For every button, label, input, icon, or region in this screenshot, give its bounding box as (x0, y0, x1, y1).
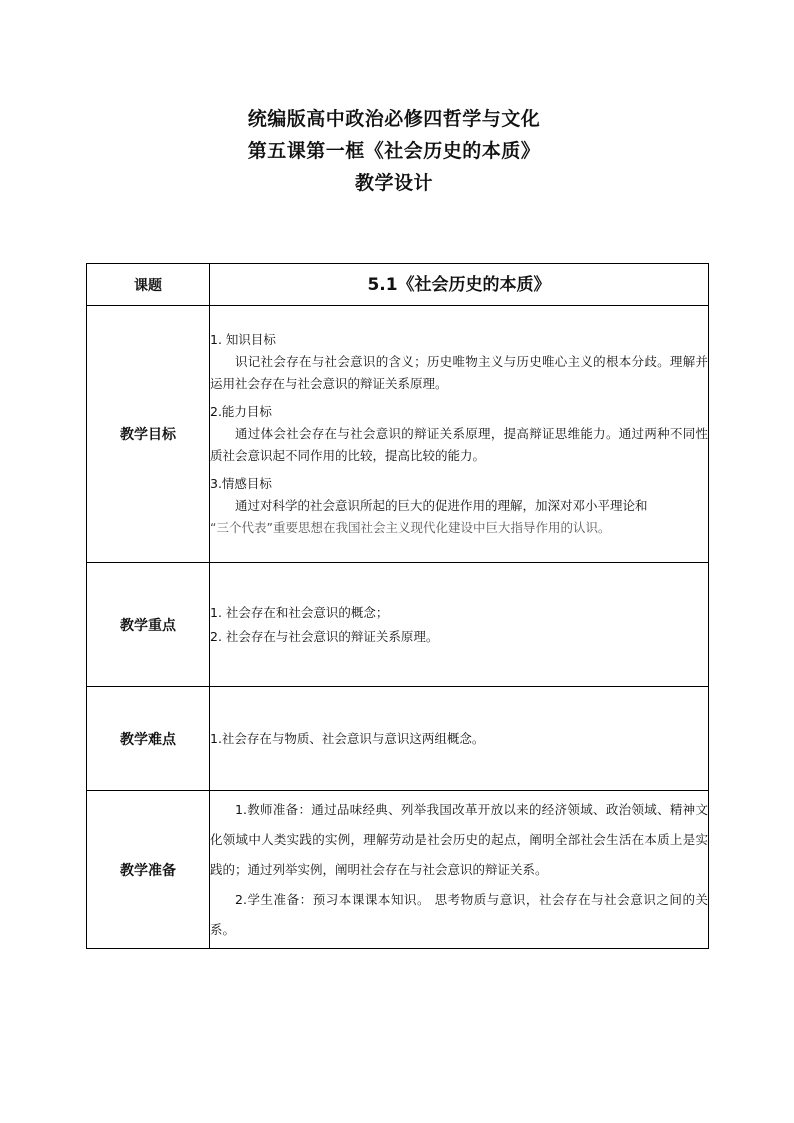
difficulties-content (210, 687, 709, 791)
key-point-item-1: 1. 社会存在和社会意识的概念； (210, 604, 389, 620)
difficulties-label: 教学难点 (87, 687, 210, 791)
difficulty-item-1: 1.社会存在与物质、社会意识与意识这两组概念。 (210, 730, 485, 746)
document-header (0, 103, 788, 199)
student-preparation-text: 2.学生准备：预习本课课本知识。 思考物质与意识，社会存在与社会意识之间的关系。 (210, 891, 708, 937)
table-row-preparation (87, 791, 709, 949)
teacher-preparation-text: 1.教师准备：通过品味经典、列举我国改革开放以来的经济领域、政治领域、精神文化领域中人类实践的实例，理解劳动是社会历史的起点，阐明全部社会生活在本质上是实践的；通过列举实例，阐明社会存在与社会意识的辩证关系。 (210, 801, 708, 877)
title-line-2: 第五课第一框《社会历史的本质》 (247, 140, 541, 162)
lesson-plan-table (86, 263, 709, 949)
emotion-goal-text-2: “三个代表”重要思想在我国社会主义现代化建设中巨大指导作用的认识。 (210, 520, 611, 535)
emotion-goal-text-1: 通过对科学的社会意识所起的巨大的促进作用的理解，加深对邓小平理论和 (235, 498, 648, 513)
table-row-goals (87, 306, 709, 563)
key-points-label: 教学重点 (87, 563, 210, 687)
topic-value: 5.1《社会历史的本质》 (210, 264, 709, 306)
knowledge-goal-heading: 1. 知识目标 (210, 332, 276, 347)
topic-label: 课题 (87, 264, 210, 306)
table-row-difficulties (87, 687, 709, 791)
key-points-content (210, 563, 709, 687)
preparation-label: 教学准备 (87, 791, 210, 949)
title-line-1: 统编版高中政治必修四哲学与文化 (247, 108, 541, 130)
table-row-key-points (87, 563, 709, 687)
key-point-item-2: 2. 社会存在与社会意识的辩证关系原理。 (210, 628, 439, 644)
goals-content (210, 306, 709, 563)
table-row-topic (87, 264, 709, 306)
knowledge-goal-text: 识记社会存在与社会意识的含义；历史唯物主义与历史唯心主义的根本分歧。理解并运用社会存在与社会意识的辩证关系原理。 (210, 354, 708, 391)
ability-goal-heading: 2.能力目标 (210, 404, 272, 419)
ability-goal-text: 通过体会社会存在与社会意识的辩证关系原理，提高辩证思维能力。通过两种不同性质社会意识起不同作用的比较，提高比较的能力。 (210, 426, 708, 463)
emotion-goal-heading: 3.情感目标 (210, 476, 272, 491)
preparation-content (210, 791, 709, 949)
goals-label: 教学目标 (87, 306, 210, 563)
title-line-3: 教学设计 (354, 172, 433, 194)
